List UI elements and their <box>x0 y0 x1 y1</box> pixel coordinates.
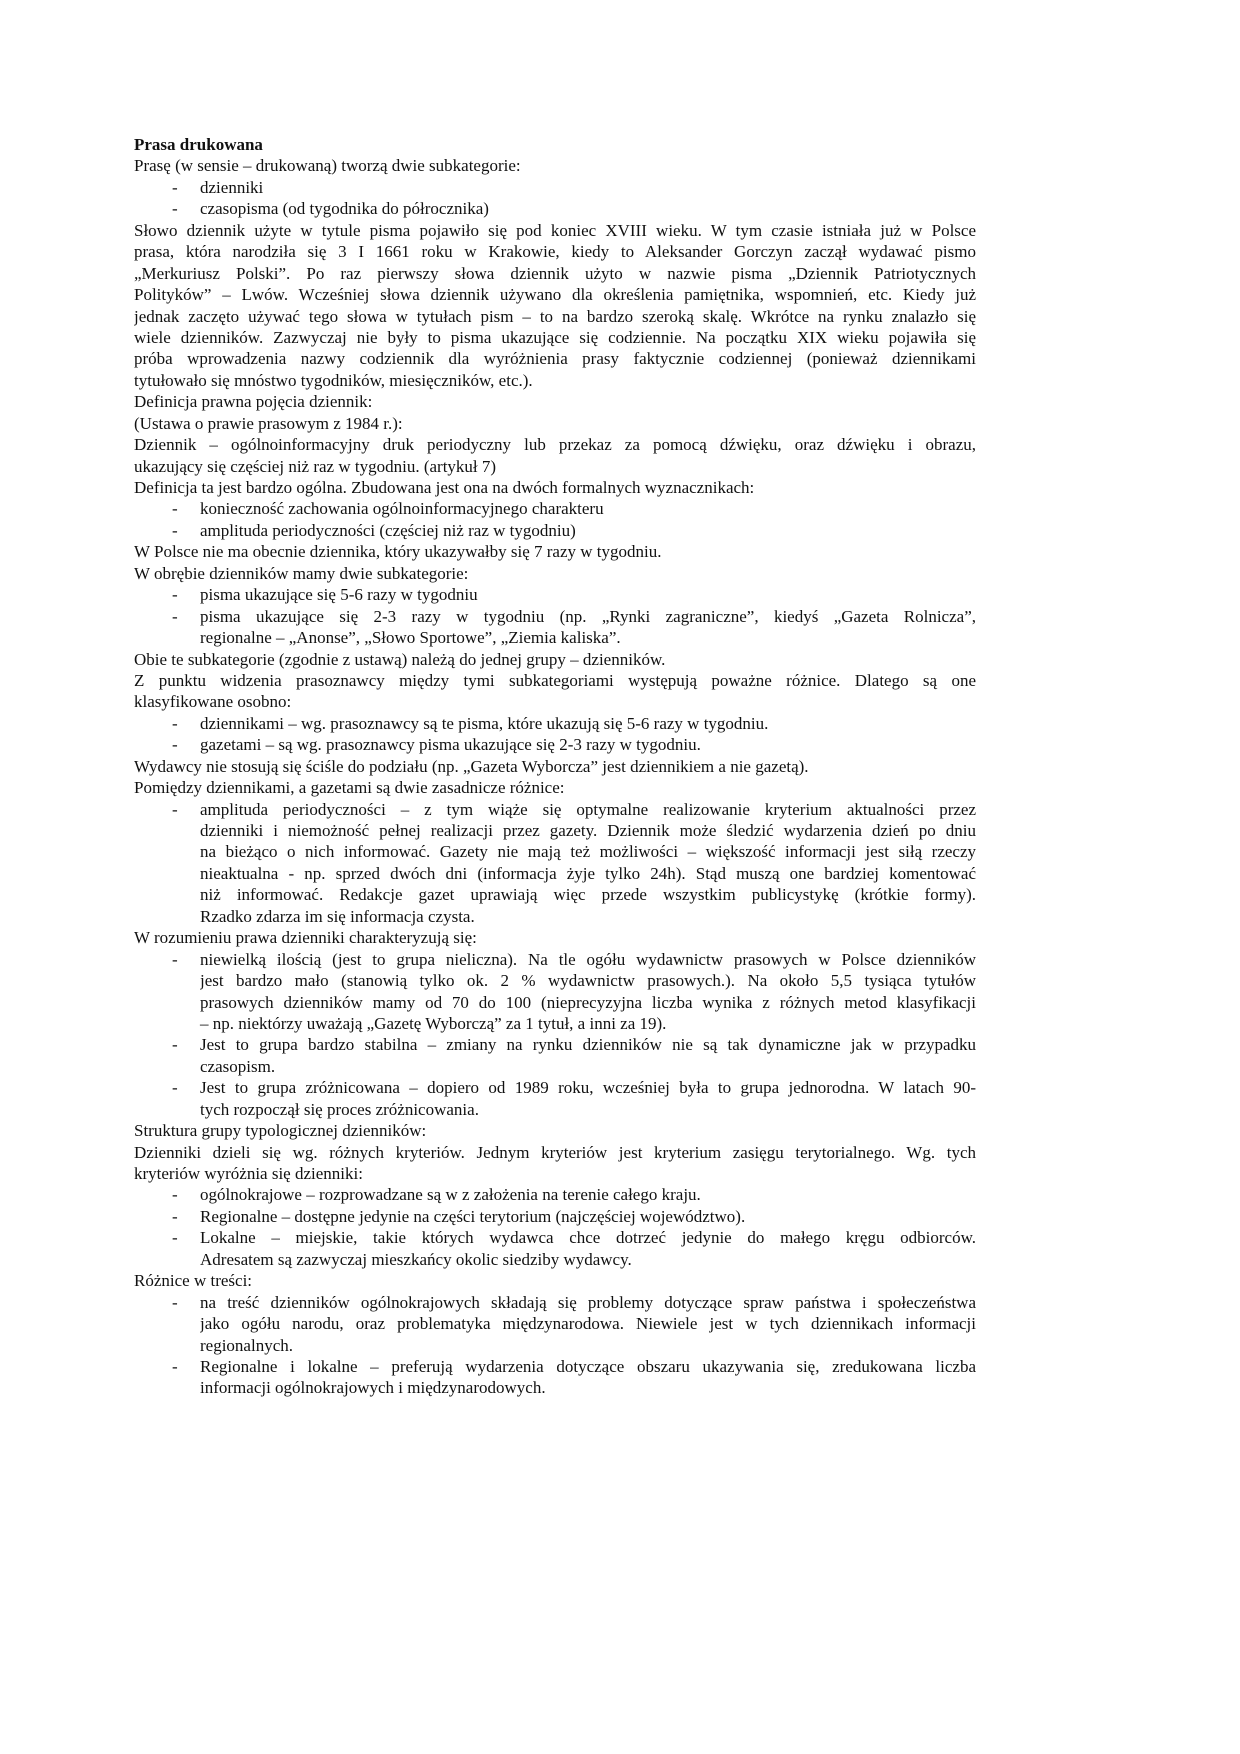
line-text: Definicja prawna pojęcia dziennik: <box>134 392 373 412</box>
bullet-item-line <box>134 520 976 541</box>
text-line <box>134 992 976 1013</box>
line-text: dzienniki <box>200 177 264 197</box>
bullet-dash: - <box>172 585 178 605</box>
line-text: klasyfikowane osobno: <box>134 692 292 712</box>
line-text: Regionalne i lokalne – preferują wydarzenia dotyczące obszaru ukazywania się, zredukowana liczba <box>200 1356 976 1376</box>
bullet-dash: - <box>172 1078 178 1098</box>
line-text: informacji ogólnokrajowych i międzynarodowych. <box>200 1378 546 1398</box>
text-line <box>134 477 976 498</box>
line-text: prasowych dzienników mamy od 70 do 100 (nieprecyzyjna liczba wynika z różnych metod klasyfikacji <box>200 992 976 1012</box>
bullet-dash: - <box>172 735 178 755</box>
bullet-item-line <box>134 799 976 820</box>
line-text: gazetami – są wg. prasoznawcy pisma ukazujące się 2-3 razy w tygodniu. <box>200 735 701 755</box>
line-text: nieaktualna - np. sprzed dwóch dni (informacja żyje tylko 24h). Stąd muszą one bardziej komentować <box>200 863 976 883</box>
line-text: ogólnokrajowe – rozprowadzane są w z założenia na terenie całego kraju. <box>200 1185 701 1205</box>
line-text: niż informować. Redakcje gazet uprawiają więc przede wszystkim publicystykę (krótkie formy). <box>200 885 976 905</box>
document-heading <box>134 134 976 155</box>
text-line <box>134 927 976 948</box>
line-text: Adresatem są zazwyczaj mieszkańcy okolic siedziby wydawcy. <box>200 1249 632 1269</box>
line-text: jest bardzo mało (stanowią tylko ok. 2 % wydawnictw prasowych.). Na około 5,5 tysiąca tytułów <box>200 971 976 991</box>
bullet-dash: - <box>172 177 178 197</box>
text-line <box>134 434 976 455</box>
text-line <box>134 1056 976 1077</box>
line-text: amplituda periodyczności (częściej niż raz w tygodniu) <box>200 520 576 540</box>
line-text: jednak zaczęto używać tego słowa w tytułach pism – to na bardzo szeroką skalę. Wkrótce na rynku znalazło się <box>134 306 976 326</box>
bullet-item-line <box>134 713 976 734</box>
line-text: Jest to grupa zróżnicowana – dopiero od 1989 roku, wcześniej była to grupa jednorodna. W latach 90- <box>200 1078 976 1098</box>
text-line <box>134 884 976 905</box>
text-line <box>134 841 976 862</box>
bullet-item-line <box>134 1077 976 1098</box>
text-line <box>134 456 976 477</box>
line-text: Lokalne – miejskie, takie których wydawca chce dotrzeć jedynie do małego kręgu odbiorców. <box>200 1228 976 1248</box>
line-text: Prasa drukowana <box>134 135 263 154</box>
line-text: Definicja ta jest bardzo ogólna. Zbudowana jest ona na dwóch formalnych wyznacznikach: <box>134 478 755 497</box>
text-line <box>134 541 976 562</box>
line-text: niewielką ilością (jest to grupa nieliczna). Na tle ogółu wydawnictw prasowych w Polsce dzienników <box>200 949 976 969</box>
bullet-dash: - <box>172 1206 178 1226</box>
line-text: Wydawcy nie stosują się ściśle do podziału (np. „Gazeta Wyborcza” jest dziennikiem a nie gazetą). <box>134 756 809 776</box>
line-text: konieczność zachowania ogólnoinformacyjnego charakteru <box>200 499 604 519</box>
line-text: kryteriów wyróżnia się dzienniki: <box>134 1164 363 1183</box>
line-text: Obie te subkategorie (zgodnie z ustawą) należą do jednej grupy – dzienników. <box>134 649 666 669</box>
line-text: pisma ukazujące się 5-6 razy w tygodniu <box>200 585 478 605</box>
text-line <box>134 348 976 369</box>
bullet-dash: - <box>172 499 178 519</box>
text-line <box>134 1099 976 1120</box>
bullet-item-line <box>134 198 976 219</box>
line-text: Regionalne – dostępne jedynie na części terytorium (najczęściej województwo). <box>200 1206 746 1226</box>
bullet-item-line <box>134 1034 976 1055</box>
line-text: – np. niektórzy uważają „Gazetę Wyborczą” za 1 tytuł, a inni za 19). <box>200 1013 667 1033</box>
line-text: W obrębie dzienników mamy dwie subkategorie: <box>134 563 469 583</box>
text-line <box>134 263 976 284</box>
bullet-dash: - <box>172 606 178 626</box>
bullet-item-line <box>134 584 976 605</box>
text-line <box>134 820 976 841</box>
text-line <box>134 863 976 884</box>
text-line <box>134 1120 976 1141</box>
bullet-dash: - <box>172 799 178 819</box>
line-text: dziennikami – wg. prasoznawcy są te pisma, które ukazują się 5-6 razy w tygodniu. <box>200 713 769 733</box>
text-line <box>134 370 976 391</box>
text-line <box>134 1335 976 1356</box>
text-line <box>134 1270 976 1291</box>
text-line <box>134 1163 976 1184</box>
line-text: Różnice w treści: <box>134 1271 253 1291</box>
text-line <box>134 1249 976 1270</box>
line-text: Słowo dziennik użyte w tytule pisma pojawiło się pod koniec XVIII wieku. W tym czasie istniała już w Polsce <box>134 220 976 240</box>
bullet-item-line <box>134 1227 976 1248</box>
text-line <box>134 627 976 648</box>
line-text: wiele dzienników. Zazwyczaj nie były to pisma ukazujące się codziennie. Na początku XIX wieku pojawiła się <box>134 327 976 347</box>
bullet-item-line <box>134 1356 976 1377</box>
text-line <box>134 413 976 434</box>
line-text: Rzadko zdarza im się informacja czysta. <box>200 906 475 926</box>
line-text: (Ustawa o prawie prasowym z 1984 r.): <box>134 413 403 433</box>
line-text: Pomiędzy dziennikami, a gazetami są dwie zasadnicze różnice: <box>134 778 565 798</box>
bullet-item-line <box>134 498 976 519</box>
text-line <box>134 1013 976 1034</box>
text-line <box>134 563 976 584</box>
line-text: amplituda periodyczności – z tym wiąże się optymalne realizowanie kryterium aktualności przez <box>200 799 976 819</box>
bullet-item-line <box>134 1206 976 1227</box>
bullet-dash: - <box>172 949 178 969</box>
text-line <box>134 1313 976 1334</box>
text-line <box>134 906 976 927</box>
line-text: prasa, która narodziła się 3 I 1661 roku w Krakowie, kiedy to Aleksander Gorczyn zaczął wydawać pismo <box>134 242 976 262</box>
text-line <box>134 691 976 712</box>
bullet-item-line <box>134 1184 976 1205</box>
bullet-dash: - <box>172 713 178 733</box>
line-text: dzienniki i niemożność pełnej realizacji przez gazety. Dziennik może śledzić wydarzenia dzień po dniu <box>200 821 976 840</box>
bullet-dash: - <box>172 1228 178 1248</box>
bullet-dash: - <box>172 1356 178 1376</box>
line-text: czasopisma (od tygodnika do półrocznika) <box>200 199 489 219</box>
text-line <box>134 777 976 798</box>
line-text: próba wprowadzenia nazwy codziennik dla wyróżnienia prasy faktycznie codziennej (ponieważ dziennikami <box>134 349 976 369</box>
bullet-dash: - <box>172 1292 178 1312</box>
line-text: „Merkuriusz Polski”. Po raz pierwszy słowa dziennik użyto w nazwie pisma „Dziennik Patriotycznych <box>134 263 976 283</box>
line-text: ukazujący się częściej niż raz w tygodniu. (artykuł 7) <box>134 456 497 476</box>
text-line <box>134 220 976 241</box>
line-text: Dziennik – ogólnoinformacyjny druk periodyczny lub przekaz za pomocą dźwięku, oraz dźwięku i obrazu, <box>134 435 976 455</box>
line-text: jako ogółu narodu, oraz problematyka międzynarodowa. Niewiele jest w tych dziennikach informacji <box>200 1314 976 1334</box>
bullet-item-line <box>134 1292 976 1313</box>
line-text: W rozumieniu prawa dzienniki charakteryzują się: <box>134 928 477 948</box>
bullet-dash: - <box>172 1185 178 1205</box>
line-text: tytułowało się mnóstwo tygodników, miesięczników, etc.). <box>134 370 533 390</box>
text-line <box>134 1377 976 1398</box>
bullet-item-line <box>134 734 976 755</box>
line-text: czasopism. <box>200 1056 276 1076</box>
line-text: Dzienniki dzieli się wg. różnych kryteriów. Jednym kryteriów jest kryterium zasięgu terytorialnego. Wg. tych <box>134 1142 976 1162</box>
text-line <box>134 155 976 176</box>
text-line <box>134 670 976 691</box>
line-text: Z punktu widzenia prasoznawcy między tymi subkategoriami występują poważne różnice. Dlatego są one <box>134 670 976 690</box>
line-text: Jest to grupa bardzo stabilna – zmiany na rynku dzienników nie są tak dynamiczne jak w przypadku <box>200 1035 976 1055</box>
line-text: regionalnych. <box>200 1335 293 1355</box>
line-text: Polityków” – Lwów. Wcześniej słowa dziennik używano dla określenia pamiętnika, wspomnień, etc. Kiedy już <box>134 285 976 305</box>
text-line <box>134 1142 976 1163</box>
text-line <box>134 649 976 670</box>
line-text: Struktura grupy typologicznej dzienników: <box>134 1121 427 1141</box>
line-text: regionalne – „Anonse”, „Słowo Sportowe”, „Ziemia kaliska”. <box>200 628 621 648</box>
text-line <box>134 241 976 262</box>
document-page <box>134 134 976 1399</box>
line-text: tych rozpoczął się proces zróżnicowania. <box>200 1099 479 1119</box>
text-line <box>134 284 976 305</box>
bullet-dash: - <box>172 520 178 540</box>
text-line <box>134 306 976 327</box>
line-text: pisma ukazujące się 2-3 razy w tygodniu (np. „Rynki zagraniczne”, kiedyś „Gazeta Rolnicza”, <box>200 606 976 626</box>
text-line <box>134 756 976 777</box>
line-text: na bieżąco o nich informować. Gazety nie mają też możliwości – większość informacji jest siłą rzeczy <box>200 842 976 862</box>
text-line <box>134 970 976 991</box>
text-line <box>134 391 976 412</box>
line-text: W Polsce nie ma obecnie dziennika, który ukazywałby się 7 razy w tygodniu. <box>134 542 662 562</box>
line-text: na treść dzienników ogólnokrajowych składają się problemy dotyczące spraw państwa i społeczeństwa <box>200 1292 976 1312</box>
bullet-dash: - <box>172 1035 178 1055</box>
bullet-dash: - <box>172 199 178 219</box>
text-line <box>134 327 976 348</box>
bullet-item-line <box>134 606 976 627</box>
line-text: Prasę (w sensie – drukowaną) tworzą dwie subkategorie: <box>134 156 521 176</box>
bullet-item-line <box>134 177 976 198</box>
bullet-item-line <box>134 949 976 970</box>
